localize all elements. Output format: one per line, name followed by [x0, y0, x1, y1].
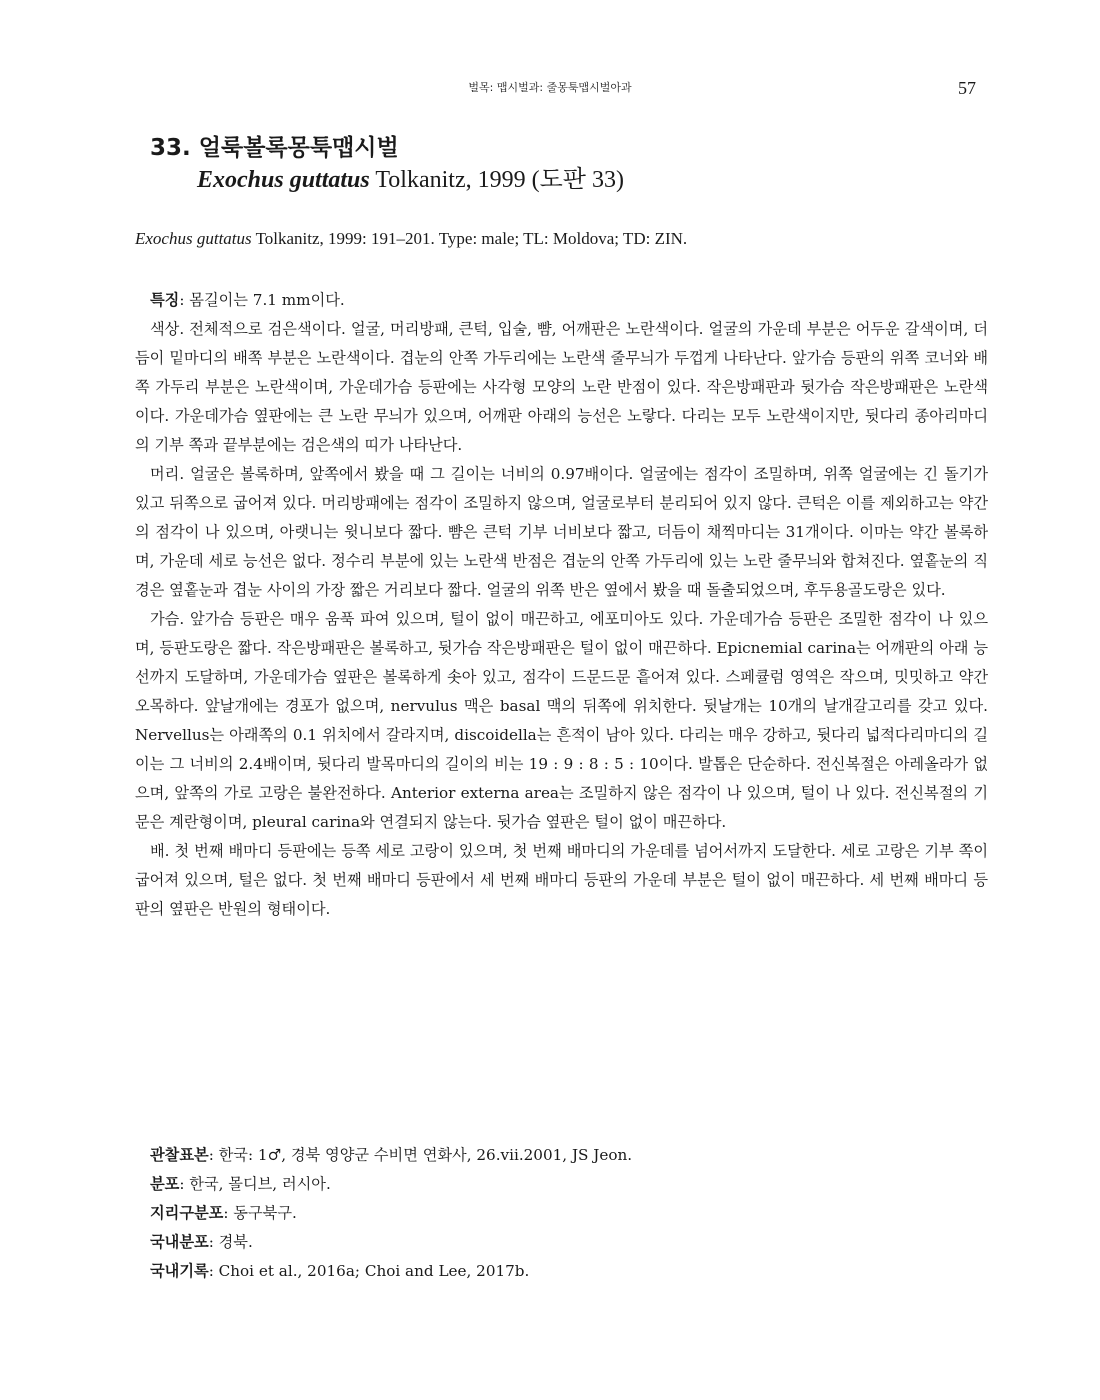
- paragraph-color: 색상. 전체적으로 검은색이다. 얼굴, 머리방패, 큰턱, 입술, 뺨, 어깨판은 노란색이다. 얼굴의 가운데 부분은 어두운 갈색이며, 더듬이 밑마디의 배쪽 부분은 노란색이다. 겹눈의 안쪽 가두리에는 노란색 줄무늬가 두껍게 나타난다. 앞가슴 등판의 위쪽 코너와 배쪽 가두리 부분은 노란색이며, 가운데가슴 등판에는 사각형 모양의 노란 반점이 있다. 작은방패판과 뒷가슴 작은방패판은 노란색이다. 가운데가슴 옆판에는 큰 노란 무늬가 있으며, 어깨판 아래의 능선은 노랗다. 다리는 모두 노란색이지만, 뒷다리 종아리마디의 기부 쪽과 끝부분에는 검은색의 띠가 나타난다.: [135, 320, 988, 454]
- synonymy-line: [135, 229, 995, 249]
- record-text: : 동구북구.: [223, 1204, 297, 1222]
- feature-label: 특징: [150, 291, 180, 309]
- paragraph-thorax: 가슴. 앞가슴 등판은 매우 움푹 파여 있으며, 털이 없이 매끈하고, 에포미아도 있다. 가운데가슴 등판은 조밀한 점각이 나 있으며, 등판도랑은 짧다. 작은방패판은 볼록하고, 뒷가슴 작은방패판은 털이 없이 매끈하다. Epicnemial carina는 어깨판의 아래 능선까지 도달하며, 가운데가슴 옆판은 볼록하게 솟아 있고, 점각이 드문드문 흩어져 있다. 스페큘럼 영역은 작으며, 밋밋하고 약간 오목하다. 앞날개에는 경포가 없으며, nervulus 맥은 basal 맥의 뒤쪽에 위치한다. 뒷날개는 10개의 날개갈고리를 갖고 있다. Nervellus는 아래쪽의 0.1 위치에서 갈라지며, discoidella는 흔적이 남아 있다. 다리는 매우 강하고, 뒷다리 넓적다리마디의 길이는 그 너비의 2.4배이며, 뒷다리 발목마디의 길이의 비는 19 : 9 : 8 : 5 : 10이다. 발톱은 단순하다. 전신복절은 아레올라가 없으며, 앞쪽의 가로 고랑은 불완전하다. Anterior externa area는 조밀하지 않은 점각이 나 있으며, 털이 나 있다. 전신복절의 기문은 계란형이며, pleural carina와 연결되지 않는다. 뒷가슴 옆판은 털이 없이 매끈하다.: [135, 610, 988, 831]
- species-title-scientific: [197, 164, 1010, 196]
- synonym-citation: Tolkanitz, 1999: 191–201. Type: male; TL: Moldova; TD: ZIN.: [255, 229, 688, 248]
- record-specimens: [150, 1141, 990, 1170]
- paragraph-head: 머리. 얼굴은 볼록하며, 앞쪽에서 봤을 때 그 길이는 너비의 0.97배이다. 얼굴에는 점각이 조밀하며, 위쪽 얼굴에는 긴 돌기가 있고 뒤쪽으로 굽어져 있다. 머리방패에는 점각이 조밀하지 않으며, 얼굴로부터 분리되어 있지 않다. 큰턱은 이를 제외하고는 약간의 점각이 나 있으며, 아랫니는 윗니보다 짧다. 뺨은 큰턱 기부 너비보다 짧고, 더듬이 채찍마디는 31개이다. 이마는 약간 볼록하며, 가운데 세로 능선은 없다. 정수리 부분에 있는 노란색 반점은 겹눈의 안쪽 가두리에 있는 노란 줄무늬와 합쳐진다. 옆홑눈의 직경은 옆홑눈과 겹눈 사이의 가장 짧은 거리보다 짧다. 얼굴의 위쪽 반은 옆에서 봤을 때 돌출되었으며, 후두용골도랑은 있다.: [135, 465, 988, 599]
- record-zoogeographic: [150, 1199, 990, 1228]
- page-number: 57: [958, 78, 976, 98]
- species-title-korean: [150, 132, 1010, 164]
- species-heading: [150, 132, 1010, 196]
- records-section: [150, 1141, 990, 1286]
- record-domestic-distribution: [150, 1228, 990, 1257]
- feature-text: : 몸길이는 7.1 mm이다.: [179, 291, 345, 309]
- record-label: 분포: [150, 1175, 180, 1193]
- record-label: 지리구분포: [150, 1204, 224, 1222]
- synonym-name: Exochus guttatus: [135, 229, 252, 248]
- record-distribution: [150, 1170, 990, 1199]
- record-label: 국내기록: [150, 1262, 209, 1280]
- authority: Tolkanitz, 1999 (도판 33): [375, 167, 624, 193]
- record-text: : 한국, 몰디브, 러시아.: [179, 1175, 331, 1193]
- record-domestic-literature: [150, 1257, 990, 1286]
- feature-line: [135, 286, 988, 315]
- species-number: 33.: [150, 135, 191, 161]
- description: [135, 286, 988, 924]
- record-text: : 한국: 1♂, 경북 영양군 수비면 연화사, 26.vii.2001, JS Jeon.: [208, 1146, 633, 1164]
- running-head: 벌목: 맵시벌과: 줄몽툭맵시벌아과: [468, 81, 632, 94]
- paragraph-abdomen: 배. 첫 번째 배마디 등판에는 등쪽 세로 고랑이 있으며, 첫 번째 배마디의 가운데를 넘어서까지 도달한다. 세로 고랑은 기부 쪽이 굽어져 있으며, 털은 없다. 첫 번째 배마디 등판에서 세 번째 배마디 등판의 가운데 부분은 털이 없이 매끈하다. 세 번째 배마디 등판의 옆판은 반원의 형태이다.: [135, 842, 988, 918]
- record-text: : 경북.: [208, 1233, 253, 1251]
- korean-name: 얼룩볼록몽툭맵시벌: [198, 135, 399, 161]
- record-label: 관찰표본: [150, 1146, 209, 1164]
- scientific-name: Exochus guttatus: [197, 167, 370, 193]
- record-text: : Choi et al., 2016a; Choi and Lee, 2017b.: [208, 1262, 530, 1280]
- record-label: 국내분포: [150, 1233, 209, 1251]
